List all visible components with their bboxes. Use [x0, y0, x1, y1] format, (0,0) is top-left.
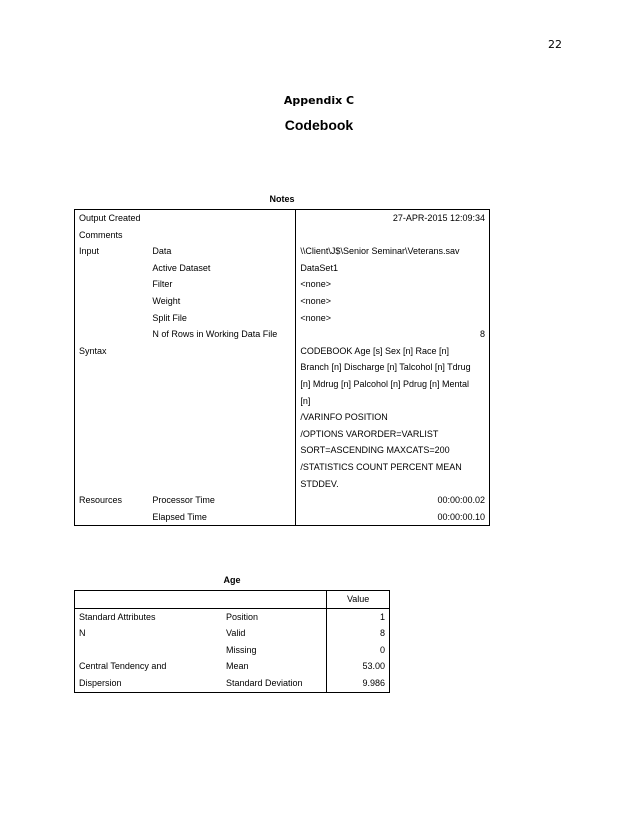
notes-cell-2: Processor Time — [152, 495, 215, 506]
notes-cell-1 — [75, 393, 149, 410]
notes-cell-2 — [148, 442, 296, 459]
notes-cell-2 — [148, 359, 296, 376]
age-cell-2: Valid — [225, 628, 246, 639]
notes-cell-3: [n] Mdrug [n] Palcohol [n] Pdrug [n] Mental — [296, 376, 490, 393]
notes-row — [75, 376, 490, 393]
age-cell-1: Standard Attributes — [75, 608, 222, 625]
notes-cell-1: Comments — [75, 227, 149, 244]
notes-cell-1 — [75, 376, 149, 393]
notes-cell-3: SORT=ASCENDING MAXCATS=200 — [296, 442, 490, 459]
age-cell-3: 8 — [327, 625, 390, 642]
age-header-blank — [75, 591, 327, 609]
notes-cell-2 — [148, 476, 296, 493]
notes-cell-2 — [148, 376, 296, 393]
notes-cell-3: /STATISTICS COUNT PERCENT MEAN — [296, 459, 490, 476]
notes-cell-2 — [148, 409, 296, 426]
document-title: Codebook — [284, 117, 354, 133]
age-row — [75, 642, 390, 659]
notes-cell-2 — [148, 459, 296, 476]
age-cell-3: 1 — [327, 608, 390, 625]
notes-caption: Notes — [269, 194, 295, 204]
notes-cell-3: 00:00:00.02 — [296, 492, 490, 509]
notes-cell-3: <none> — [296, 276, 490, 293]
notes-cell-3: CODEBOOK Age [s] Sex [n] Race [n] — [296, 343, 490, 360]
notes-row — [75, 442, 490, 459]
notes-row — [75, 227, 490, 244]
notes-cell-1 — [75, 293, 149, 310]
notes-row — [75, 476, 490, 493]
age-cell-3: 53.00 — [327, 658, 390, 675]
notes-cell-2: Data — [152, 246, 172, 257]
notes-cell-3 — [296, 227, 490, 244]
notes-cell-1 — [75, 459, 149, 476]
notes-row — [75, 326, 490, 343]
age-cell-1: N — [75, 625, 222, 642]
notes-row — [75, 492, 490, 509]
notes-cell-3: /OPTIONS VARORDER=VARLIST — [296, 426, 490, 443]
notes-row — [75, 393, 490, 410]
notes-row — [75, 210, 490, 227]
notes-cell-3: 27-APR-2015 12:09:34 — [296, 210, 490, 227]
notes-cell-2: N of Rows in Working Data File — [152, 329, 278, 340]
notes-cell-3: /VARINFO POSITION — [296, 409, 490, 426]
notes-cell-3: Branch [n] Discharge [n] Talcohol [n] Tdrug — [296, 359, 490, 376]
notes-cell-3: STDDEV. — [296, 476, 490, 493]
notes-cell-1: Syntax — [75, 343, 149, 360]
appendix-title: Appendix C — [283, 94, 355, 107]
notes-row — [75, 310, 490, 327]
notes-cell-1: Output Created — [75, 210, 149, 227]
notes-cell-2 — [148, 426, 296, 443]
age-cell-2: Missing — [225, 644, 257, 655]
notes-cell-3: \\Client\J$\Senior Seminar\Veterans.sav — [296, 243, 490, 260]
notes-cell-1 — [75, 359, 149, 376]
age-cell-3: 9.986 — [327, 675, 390, 692]
age-cell-1 — [75, 642, 222, 659]
notes-row — [75, 409, 490, 426]
notes-cell-1 — [75, 426, 149, 443]
notes-row — [75, 459, 490, 476]
age-caption: Age — [223, 575, 241, 585]
age-cell-2: Position — [222, 608, 327, 625]
notes-cell-3: 8 — [296, 326, 490, 343]
notes-cell-2 — [148, 210, 296, 227]
notes-row — [75, 293, 490, 310]
notes-cell-2: Split File — [152, 312, 187, 323]
notes-cell-1: Resources — [75, 492, 149, 509]
age-row — [75, 658, 390, 675]
notes-row — [75, 509, 490, 526]
notes-cell-3: [n] — [296, 393, 490, 410]
notes-cell-1 — [75, 260, 149, 277]
age-cell-1: Dispersion — [75, 675, 222, 692]
notes-row — [75, 260, 490, 277]
notes-table — [74, 209, 490, 526]
age-cell-1: Central Tendency and — [75, 658, 222, 675]
page-number: 22 — [548, 38, 562, 51]
notes-row — [75, 343, 490, 360]
notes-cell-3: <none> — [296, 310, 490, 327]
age-row — [75, 608, 390, 625]
notes-cell-3: 00:00:00.10 — [296, 509, 490, 526]
notes-cell-1: Input — [75, 243, 149, 260]
age-row — [75, 675, 390, 692]
notes-row — [75, 243, 490, 260]
age-cell-2: Mean — [225, 661, 249, 672]
notes-cell-1 — [75, 276, 149, 293]
notes-row — [75, 426, 490, 443]
notes-cell-1 — [75, 476, 149, 493]
notes-cell-2: Elapsed Time — [148, 509, 296, 526]
notes-cell-3: DataSet1 — [296, 260, 490, 277]
notes-cell-2 — [148, 343, 296, 360]
notes-cell-2: Filter — [152, 279, 173, 290]
age-value-header: Value — [327, 591, 390, 609]
notes-cell-1 — [75, 509, 149, 526]
notes-cell-2 — [148, 227, 296, 244]
age-cell-2: Standard Deviation — [222, 675, 327, 692]
notes-cell-2: Active Dataset — [152, 262, 211, 273]
notes-row — [75, 276, 490, 293]
notes-cell-1 — [75, 326, 149, 343]
notes-row — [75, 359, 490, 376]
notes-cell-1 — [75, 409, 149, 426]
notes-cell-2: Weight — [152, 295, 181, 306]
notes-cell-1 — [75, 310, 149, 327]
age-table — [74, 590, 390, 693]
age-row — [75, 625, 390, 642]
age-cell-3: 0 — [327, 642, 390, 659]
notes-cell-1 — [75, 442, 149, 459]
notes-cell-3: <none> — [296, 293, 490, 310]
notes-cell-2 — [148, 393, 296, 410]
